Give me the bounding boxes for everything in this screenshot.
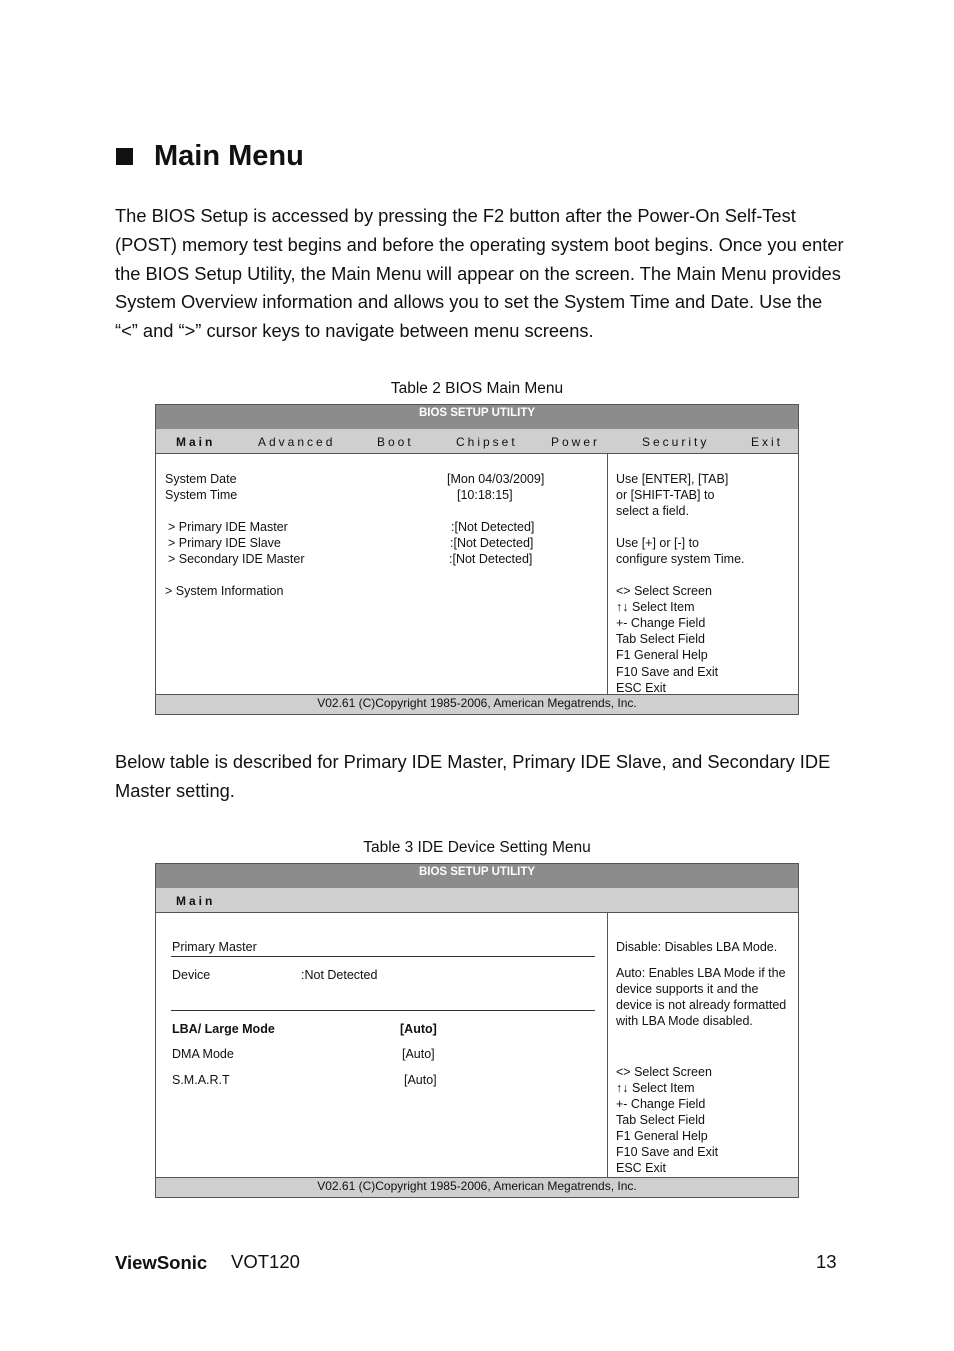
square-bullet-icon — [116, 148, 133, 165]
key-hint: Tab Select Field — [616, 1113, 705, 1127]
tab-chipset[interactable]: Chipset — [456, 435, 518, 449]
panel-divider — [607, 454, 608, 694]
help-line: Use [ENTER], [TAB] — [616, 472, 729, 486]
bios-main-menu-table — [155, 404, 799, 715]
help-line: select a field. — [616, 504, 689, 518]
key-hint: F1 General Help — [616, 648, 708, 662]
primary-ide-slave-value: :[Not Detected] — [450, 536, 534, 550]
help-line: or [SHIFT-TAB] to — [616, 488, 715, 502]
primary-ide-master-item[interactable]: > Primary IDE Master — [168, 520, 288, 534]
key-hint: F10 Save and Exit — [616, 665, 719, 679]
key-hint: <> Select Screen — [616, 1065, 712, 1079]
between-paragraph: Below table is described for Primary IDE Master, Primary IDE Slave, and Secondary IDE Master setting. — [115, 751, 831, 801]
section-rule — [171, 956, 595, 957]
system-time-label: System Time — [165, 488, 238, 502]
help-line: configure system Time. — [616, 552, 745, 566]
key-hint: F1 General Help — [616, 1129, 708, 1143]
bios-tab-bar — [156, 428, 798, 454]
heading-text: Main Menu — [154, 140, 304, 172]
bios-title-bar: BIOS SETUP UTILITY — [156, 864, 798, 887]
brand-name: ViewSonic — [115, 1252, 208, 1273]
primary-ide-master-value: :[Not Detected] — [451, 520, 535, 534]
tab-exit[interactable]: Exit — [751, 435, 784, 449]
tab-advanced[interactable]: Advanced — [258, 435, 336, 449]
smart-label[interactable]: S.M.A.R.T — [172, 1073, 230, 1087]
secondary-ide-master-value: :[Not Detected] — [449, 552, 533, 566]
help-line: Use [+] or [-] to — [616, 536, 700, 550]
key-hint: ↑↓ Select Item — [616, 600, 695, 614]
section-rule — [171, 1010, 595, 1011]
bios-body — [156, 454, 798, 695]
device-label: Device — [172, 968, 211, 982]
section-heading — [116, 140, 304, 173]
key-hint: ESC Exit — [616, 1161, 667, 1175]
system-date-value[interactable]: [Mon 04/03/2009] — [447, 472, 545, 486]
panel-divider — [607, 913, 608, 1177]
bios-title-bar: BIOS SETUP UTILITY — [156, 405, 798, 428]
bios-body — [156, 913, 798, 1178]
system-information-item[interactable]: > System Information — [165, 584, 284, 598]
tab-main[interactable]: Main — [176, 435, 216, 449]
help-line: device is not already formatted — [616, 998, 787, 1012]
smart-value[interactable]: [Auto] — [404, 1073, 437, 1087]
page-number: 13 — [816, 1251, 837, 1272]
key-hint: <> Select Screen — [616, 584, 712, 598]
bios-tab-bar — [156, 887, 798, 913]
bios-copyright: V02.61 (C)Copyright 1985-2006, American Megatrends, Inc. — [156, 1178, 798, 1197]
lba-large-mode-label[interactable]: LBA/ Large Mode — [172, 1022, 275, 1036]
key-hint: ↑↓ Select Item — [616, 1081, 695, 1095]
device-value: :Not Detected — [301, 968, 378, 982]
tab-main[interactable]: Main — [176, 894, 216, 908]
tab-security[interactable]: Security — [642, 435, 710, 449]
key-hint: Tab Select Field — [616, 632, 705, 646]
primary-ide-slave-item[interactable]: > Primary IDE Slave — [168, 536, 281, 550]
key-hint: F10 Save and Exit — [616, 1145, 719, 1159]
lba-large-mode-value[interactable]: [Auto] — [400, 1022, 437, 1036]
key-hint: ESC Exit — [616, 681, 667, 695]
primary-master-title: Primary Master — [172, 940, 257, 954]
system-time-value[interactable]: [10:18:15] — [457, 488, 513, 502]
ide-device-setting-table — [155, 863, 799, 1198]
table2-caption: Table 2 BIOS Main Menu — [390, 380, 564, 397]
table3-caption: Table 3 IDE Device Setting Menu — [363, 839, 591, 856]
model-name: VOT120 — [231, 1251, 300, 1272]
key-hint: +- Change Field — [616, 616, 706, 630]
tab-boot[interactable]: Boot — [377, 435, 414, 449]
help-line: Disable: Disables LBA Mode. — [616, 940, 778, 954]
dma-mode-label[interactable]: DMA Mode — [172, 1047, 234, 1061]
key-hint: +- Change Field — [616, 1097, 706, 1111]
secondary-ide-master-item[interactable]: > Secondary IDE Master — [168, 552, 305, 566]
system-date-label: System Date — [165, 472, 237, 486]
tab-power[interactable]: Power — [551, 435, 601, 449]
help-line: device supports it and the — [616, 982, 759, 996]
help-line: Auto: Enables LBA Mode if the — [616, 966, 786, 980]
intro-paragraph: The BIOS Setup is accessed by pressing the F2 button after the Power-On Self-Test (POST) memory test begins and before the operating system boot begins. Once you enter the BIOS Setup Utility, the Main Menu will appear on the screen. The Main Menu provides System Overview information and allows you to set the System Time and Date. Use the “<” and “>” cursor keys to navigate between menu screens. — [115, 205, 844, 342]
help-line: with LBA Mode disabled. — [616, 1014, 753, 1028]
dma-mode-value[interactable]: [Auto] — [402, 1047, 435, 1061]
bios-copyright: V02.61 (C)Copyright 1985-2006, American Megatrends, Inc. — [156, 695, 798, 714]
